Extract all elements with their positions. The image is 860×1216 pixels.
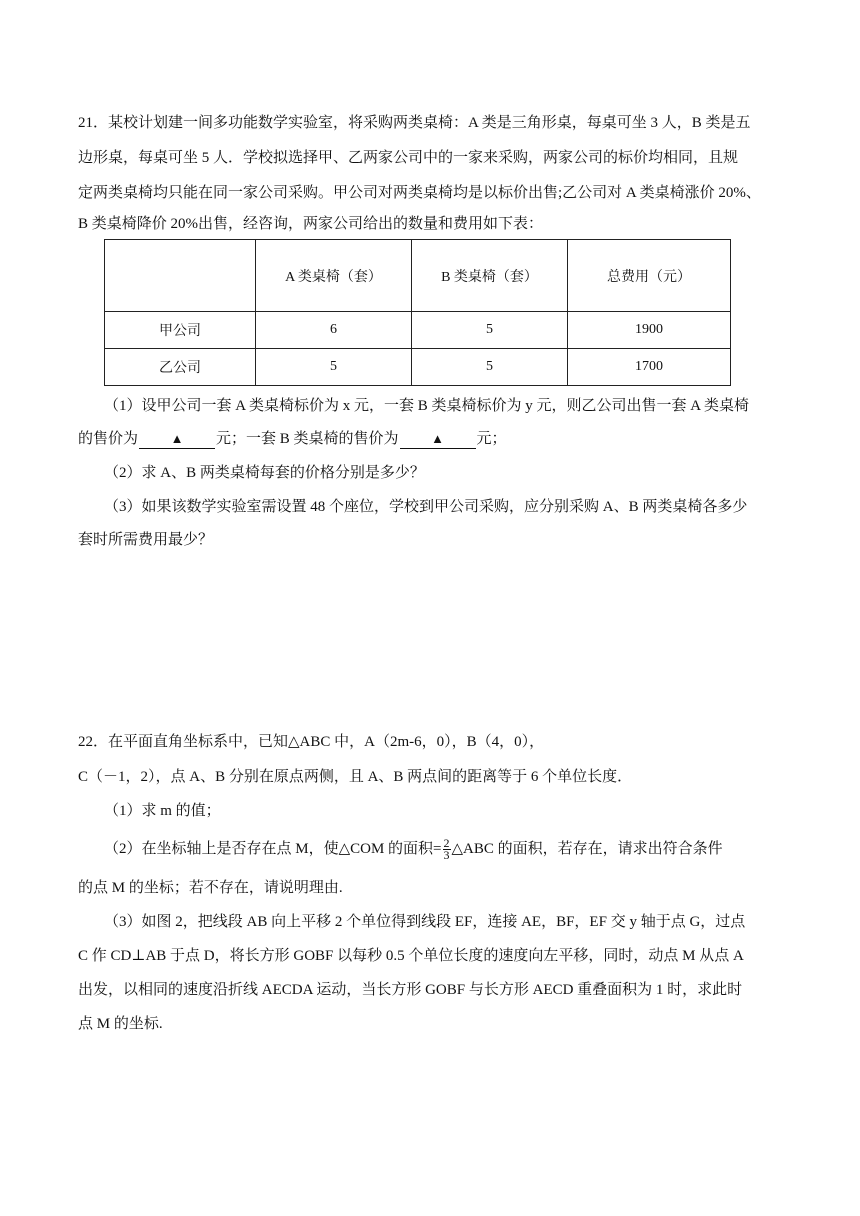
- q21-line-2: 边形桌，每桌可坐 5 人．学校拟选择甲、乙两家公司中的一家来采购，两家公司的标价均相同，且规: [78, 150, 739, 166]
- table-cell: 乙公司: [105, 349, 256, 386]
- fraction-denominator: 3: [443, 848, 450, 862]
- q22-part1: （1）求 m 的值；: [104, 803, 221, 819]
- q21-table: [104, 239, 731, 386]
- table-row: [105, 312, 731, 349]
- q22-part2-text-b: △ABC 的面积，若存在，请求出符合条件: [451, 840, 723, 857]
- q22-part2-text-a: （2）在坐标轴上是否存在点 M，使△COM 的面积=: [104, 840, 442, 857]
- table-header-cell: [105, 240, 256, 312]
- q21-part1-line-2: [78, 429, 507, 449]
- triangle-mark: ▲: [170, 431, 184, 446]
- table-cell: 甲公司: [105, 312, 256, 349]
- q22-line-2: C（－1，2），点 A、B 分别在原点两侧，且 A、B 两点间的距离等于 6 个单位长度．: [78, 769, 633, 785]
- fraction-two-thirds: [443, 838, 451, 861]
- table-cell: 1700: [568, 349, 731, 386]
- q22-part3-line-2: C 作 CD⊥AB 于点 D，将长方形 GOBF 以每秒 0.5 个单位长度的速度向左平移，同时，动点 M 从点 A: [78, 948, 744, 964]
- answer-blank-a: [139, 430, 215, 449]
- q21-part1-line-1: （1）设甲公司一套 A 类桌椅标价为 x 元，一套 B 类桌椅标价为 y 元，则乙公司出售一套 A 类桌椅: [104, 398, 750, 414]
- q21-line-1: 21．某校计划建一间多功能数学实验室，将采购两类桌椅：A 类是三角形桌，每桌可坐 3 人，B 类是五: [78, 115, 751, 131]
- q22-line-1: 22．在平面直角坐标系中，已知△ABC 中，A（2m-6，0），B（4，0），: [78, 734, 545, 750]
- table-header-cell: A 类桌椅（套）: [256, 240, 412, 312]
- q22-part3-line-1: （3）如图 2，把线段 AB 向上平移 2 个单位得到线段 EF，连接 AE，BF，EF 交 y 轴于点 G，过点: [104, 914, 746, 930]
- q21-part1-text-b: 元；一套 B 类桌椅的售价为: [216, 431, 399, 447]
- q21-part1-text-c: 元；: [476, 431, 507, 447]
- table-header-cell: B 类桌椅（套）: [412, 240, 568, 312]
- q21-part2: （2）求 A、B 两类桌椅每套的价格分别是多少？: [104, 465, 425, 481]
- q21-part1-text-a: 的售价为: [78, 431, 139, 447]
- table-cell: 5: [412, 312, 568, 349]
- q22-part2-line-2: 的点 M 的坐标；若不存在，请说明理由.: [78, 880, 343, 896]
- q21-line-4: B 类桌椅降价 20%出售，经咨询，两家公司给出的数量和费用如下表：: [78, 216, 544, 232]
- table-cell: 6: [256, 312, 412, 349]
- q22-part3-line-3: 出发，以相同的速度沿折线 AECDA 运动，当长方形 GOBF 与长方形 AECD 重叠面积为 1 时，求此时: [78, 982, 743, 998]
- fraction-numerator: 2: [443, 836, 450, 850]
- table-cell: 5: [412, 349, 568, 386]
- triangle-mark: ▲: [431, 431, 444, 446]
- answer-blank-b: [400, 430, 476, 449]
- q22-part2-line-1: [104, 838, 723, 861]
- q22-part3-line-4: 点 M 的坐标.: [78, 1016, 163, 1032]
- table-cell: 5: [256, 349, 412, 386]
- table-header-cell: 总费用（元）: [568, 240, 731, 312]
- q21-line-3: 定两类桌椅均只能在同一家公司采购。甲公司对两类桌椅均是以标价出售;乙公司对 A 类桌椅涨价 20%、: [78, 185, 761, 201]
- table-header-row: [105, 240, 731, 312]
- table-row: [105, 349, 731, 386]
- table-cell: 1900: [568, 312, 731, 349]
- q21-part3-line-2: 套时所需费用最少？: [78, 532, 214, 548]
- q21-part3-line-1: （3）如果该数学实验室需设置 48 个座位，学校到甲公司采购，应分别采购 A、B 两类桌椅各多少: [104, 499, 748, 515]
